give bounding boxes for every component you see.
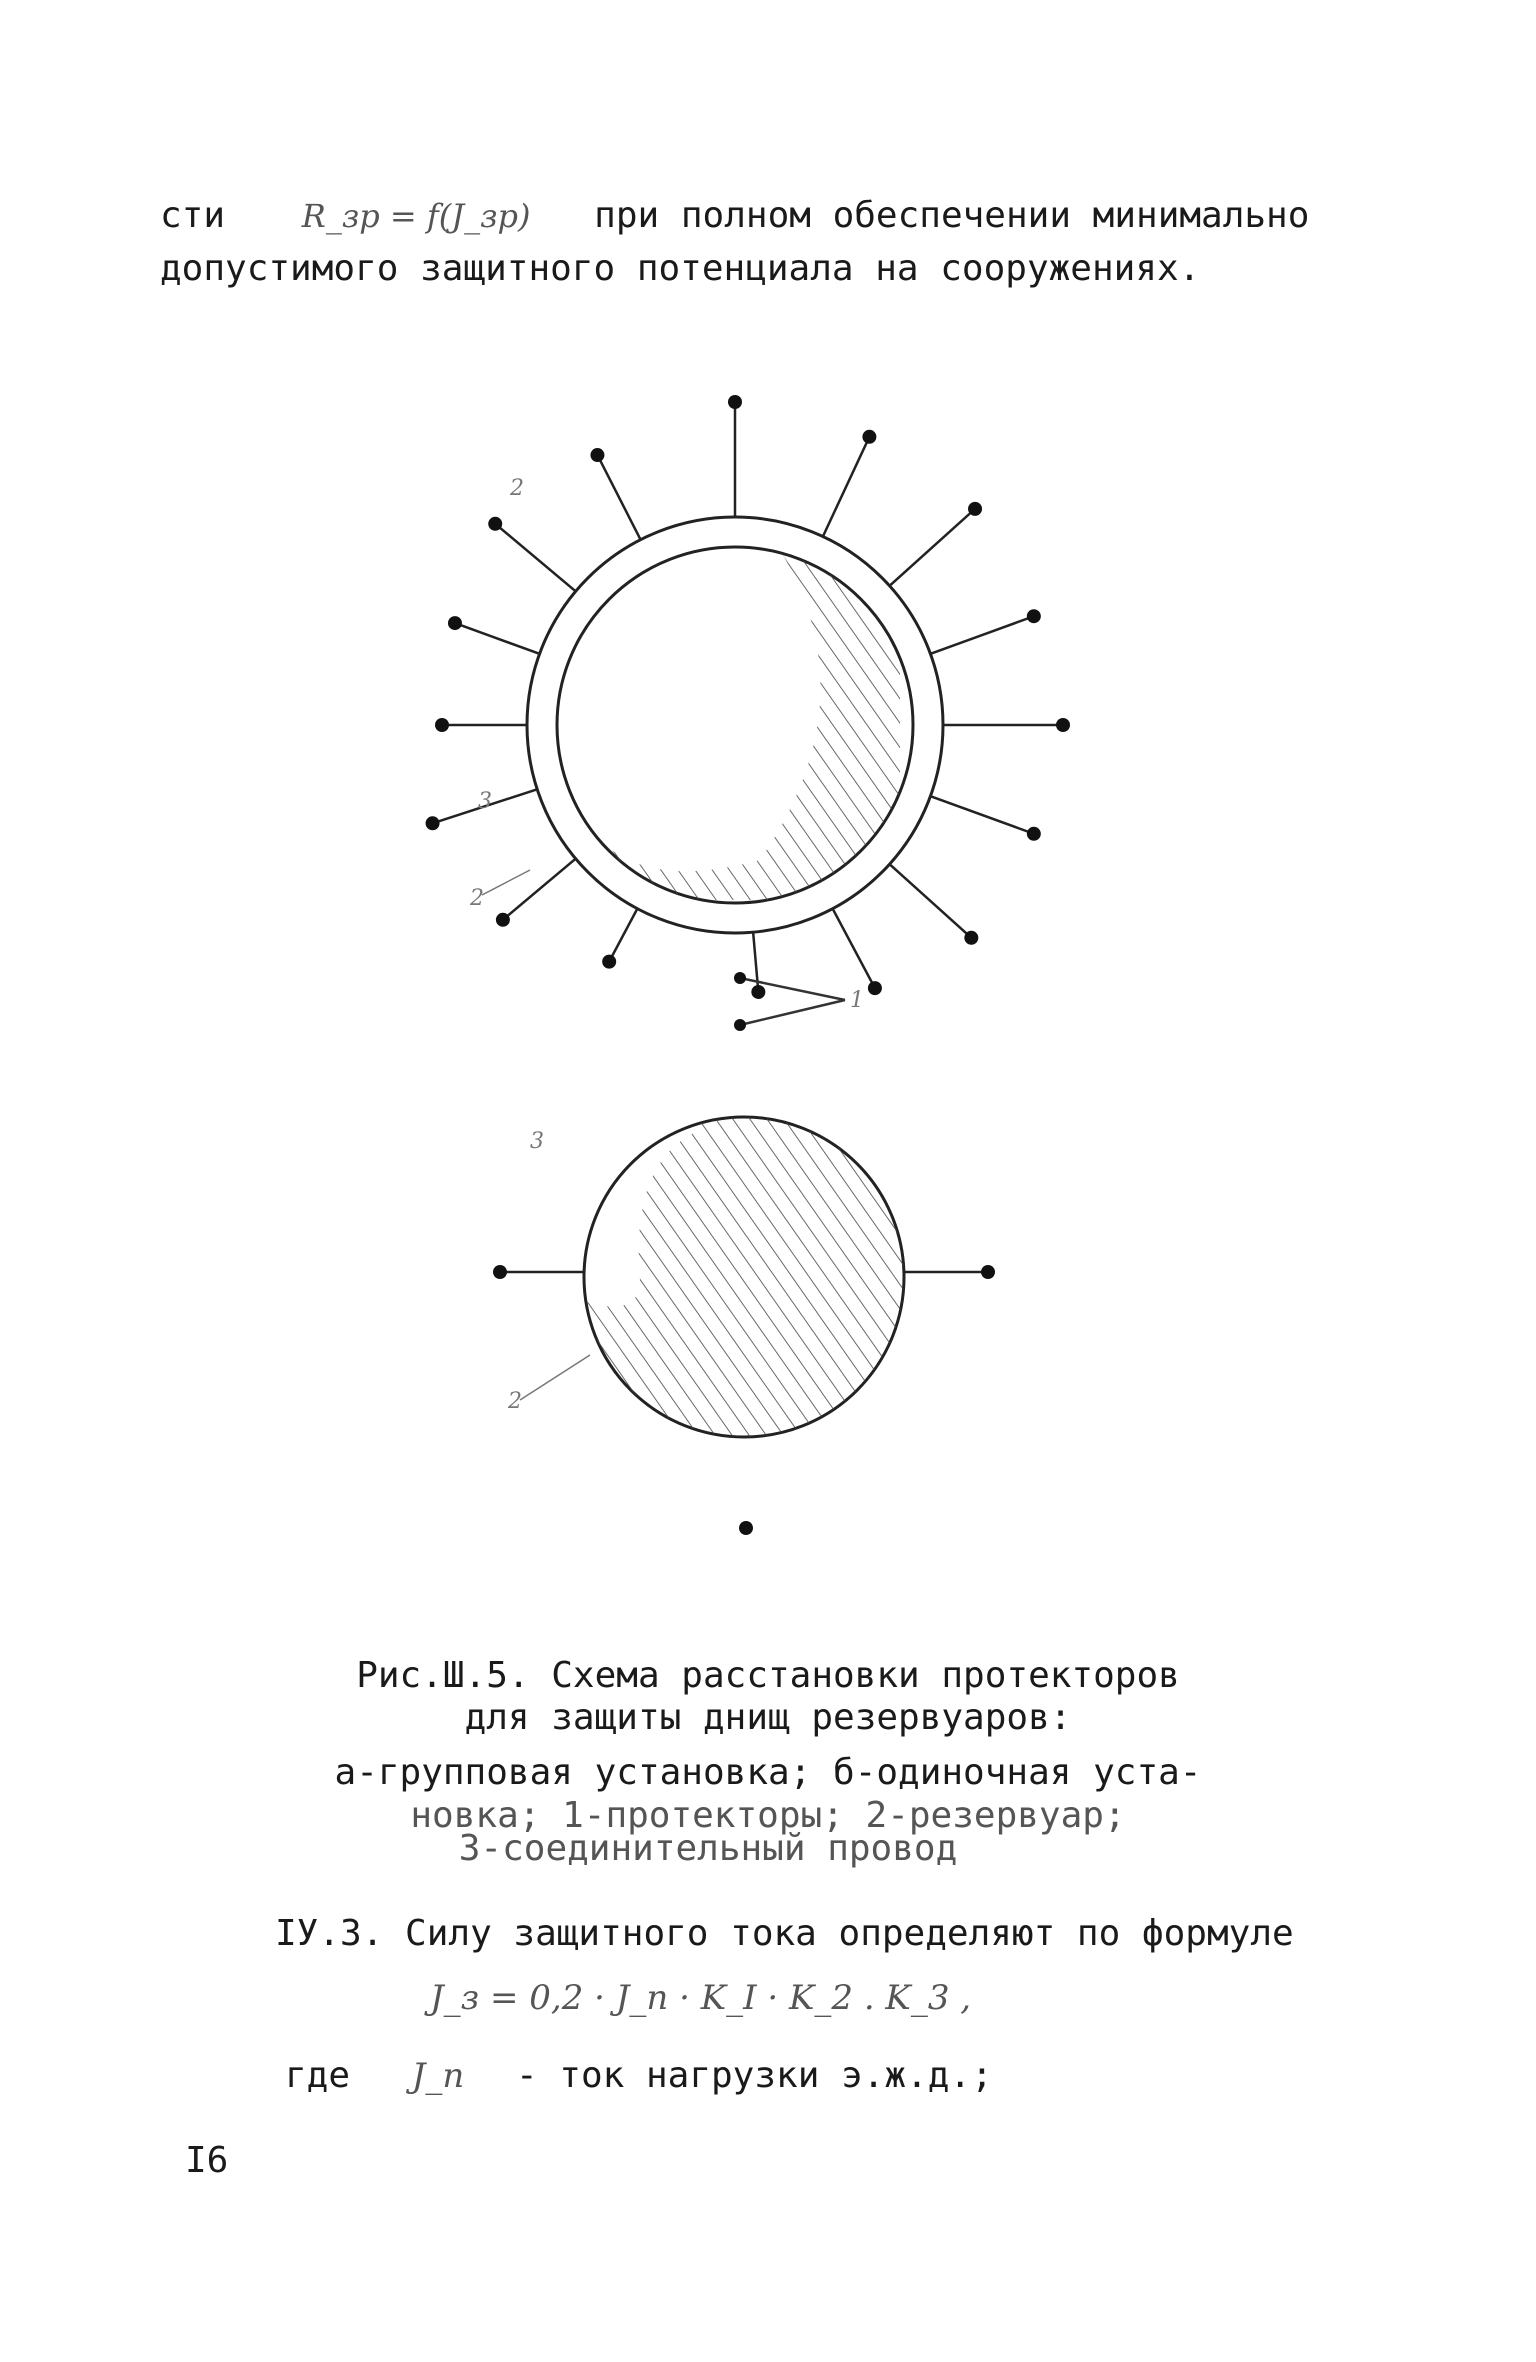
protector-b-right <box>981 1265 995 1279</box>
figure-caption-line-1: Рис.Ш.5. Схема расстановки протекторов <box>356 1655 1180 1696</box>
protector-wire <box>495 524 575 591</box>
intro-suffix: при полном обеспечении минимально <box>594 195 1310 236</box>
protector-a <box>426 816 440 830</box>
protector-wire <box>930 796 1033 834</box>
protector-a <box>862 430 876 444</box>
protector-wire <box>930 616 1033 654</box>
connecting-wire-a <box>734 972 845 1031</box>
protector-wire <box>455 623 540 654</box>
figure-caption-line-2: для защиты днищ резервуаров: <box>464 1697 1072 1738</box>
protector-a <box>751 985 765 999</box>
figure-caption-line-5: 3-соединительный провод <box>458 1828 958 1869</box>
figure-caption-line-4: новка; 1-протекторы; 2-резервуар; <box>410 1795 1126 1836</box>
leader-b-2 <box>520 1355 590 1400</box>
intro-formula: R_зр = f(J_зр) <box>301 197 531 235</box>
where-prefix: где <box>285 2055 351 2096</box>
intro-line-2: допустимого защитного потенциала на сооружениях. <box>160 248 1201 289</box>
protector-a <box>496 913 510 927</box>
protector-a <box>448 616 462 630</box>
protector-wire <box>503 859 576 920</box>
page-number: I6 <box>185 2140 229 2181</box>
protector-a <box>1056 718 1070 732</box>
protector-a <box>968 502 982 516</box>
protector-b-bottom <box>739 1521 753 1535</box>
group-b-installation <box>493 1100 995 1535</box>
tank-a-hatch <box>600 550 900 900</box>
protector-a <box>435 718 449 732</box>
where-text: - ток нагрузки э.ж.д.; <box>515 2055 993 2096</box>
protector-a <box>1027 827 1041 841</box>
label-b-left-2: 2 <box>508 1389 522 1414</box>
protector-a <box>488 517 502 531</box>
protector-wire <box>597 455 640 540</box>
figure-caption-line-3: а-групповая установка; б-одиночная уста- <box>334 1752 1202 1793</box>
label-a-wire-1: 1 <box>850 988 864 1013</box>
protector-a <box>1027 609 1041 623</box>
protector-b-left <box>493 1265 507 1279</box>
protector-wire <box>833 909 875 988</box>
protector-wire <box>823 437 869 537</box>
leader-a-2 <box>482 870 530 895</box>
intro-prefix: сти <box>160 195 226 236</box>
label-a-left-3: 3 <box>478 789 492 814</box>
protector-wire <box>753 932 758 992</box>
protector-a <box>868 981 882 995</box>
label-a-left-2: 2 <box>470 886 484 911</box>
protector-a <box>590 448 604 462</box>
protector-wire <box>890 864 972 938</box>
protector-wire <box>890 509 975 586</box>
current-formula: J_з = 0,2 · J_n · K_I · K_2 . K_3 , <box>430 1978 972 2018</box>
label-a-top: 2 <box>510 476 524 501</box>
protector-a <box>728 395 742 409</box>
where-symbol: J_n <box>411 2056 465 2096</box>
protector-wire <box>609 909 637 962</box>
where-line <box>285 2055 993 2096</box>
tank-b-hatch <box>580 1100 910 1450</box>
label-b-left-3: 3 <box>530 1129 544 1154</box>
protector-a <box>964 931 978 945</box>
protector-a <box>602 955 616 969</box>
section-heading: IУ.3. Силу защитного тока определяют по формуле <box>275 1913 1294 1954</box>
